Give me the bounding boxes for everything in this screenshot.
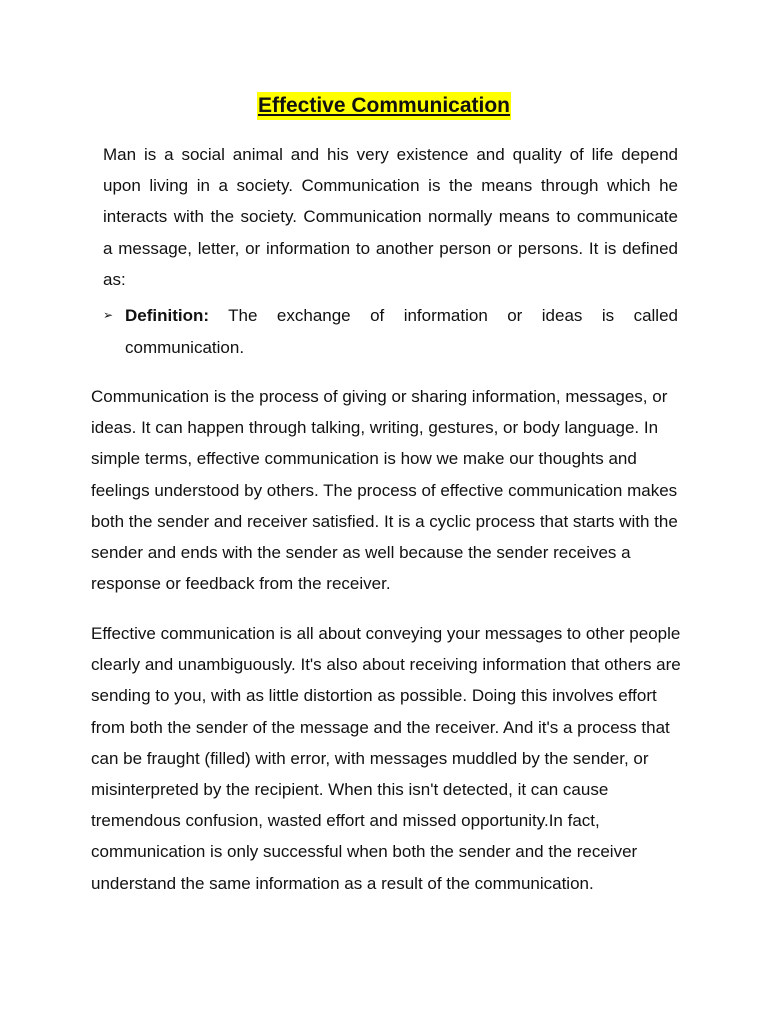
arrow-bullet-icon: ➢ bbox=[103, 308, 114, 322]
title-container bbox=[0, 92, 768, 120]
definition-bullet-item bbox=[103, 300, 678, 363]
intro-paragraph: Man is a social animal and his very existence and quality of life depend upon living in a society. Communication is the means through which he interacts with the society. Communication normally means to communicate a message, letter, or information to another person or persons. It is defined as: bbox=[103, 145, 678, 289]
body-paragraph-3: Effective communication is all about conveying your messages to other people clearly and unambiguously. It's also about receiving information that others are sending to you, with as little distortion as possible. Doing this involves effort from both the sender of the message and the receiver. And it's a process that can be fraught (filled) with error, with messages muddled by the sender, or misinterpreted by the recipient. When this isn't detected, it can cause tremendous confusion, wasted effort and missed opportunity.In fact, communication is only successful when both the sender and the receiver understand the same information as a result of the communication. bbox=[91, 624, 681, 893]
body-paragraph-2: Communication is the process of giving or sharing information, messages, or ideas. It can happen through talking, writing, gestures, or body language. In simple terms, effective communication is how we make our thoughts and feelings understood by others. The process of effective communication makes both the sender and receiver satisfied. It is a cyclic process that starts with the sender and ends with the sender as well because the sender receives a response or feedback from the receiver. bbox=[91, 387, 678, 594]
page-title: Effective Communication bbox=[257, 92, 511, 120]
definition-text: The exchange of information or ideas is called communication. bbox=[125, 306, 678, 357]
definition-label: Definition: bbox=[125, 306, 210, 325]
definition-text-block bbox=[125, 300, 678, 363]
